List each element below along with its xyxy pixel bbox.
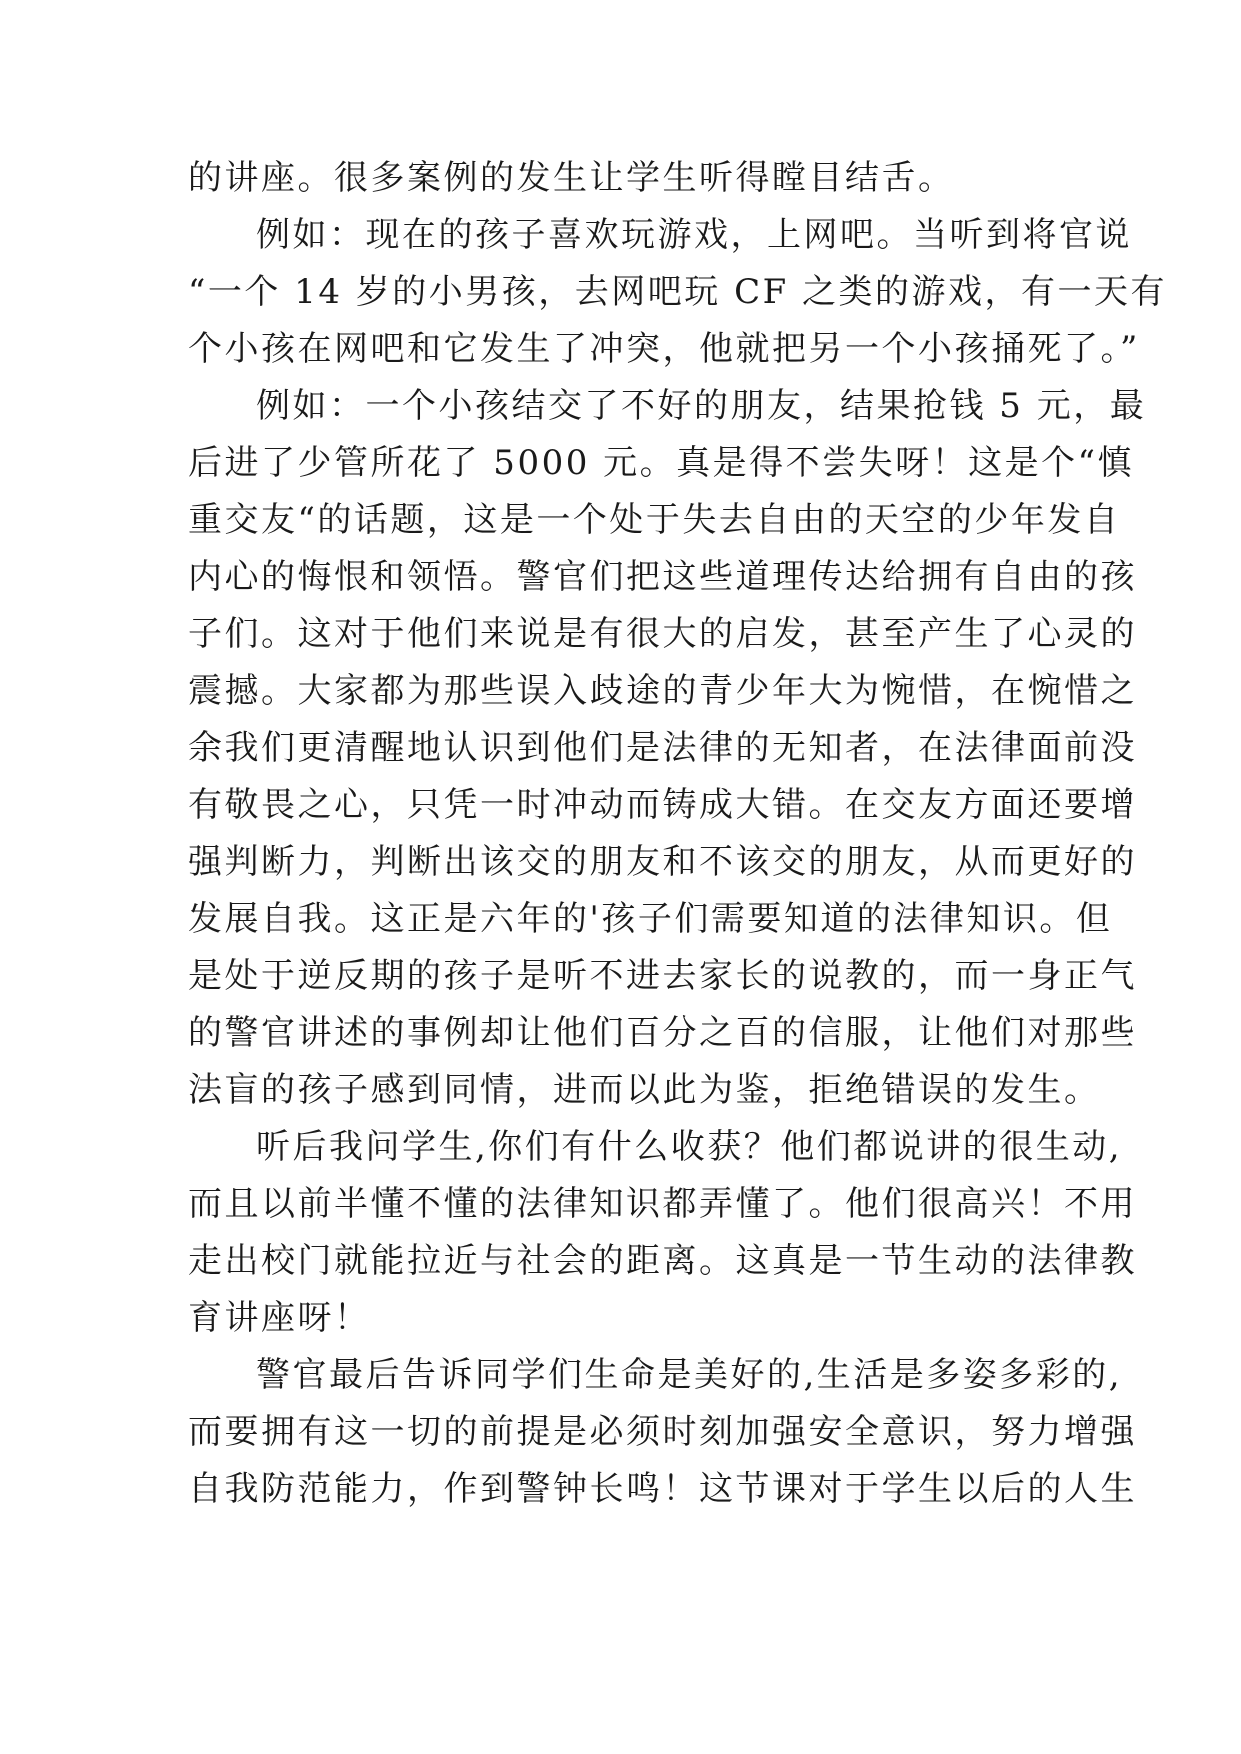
text-line: 是处于逆反期的孩子是听不进去家长的说教的，而一身正气 [188, 956, 1137, 996]
text-line: 个小孩在网吧和它发生了冲突，他就把另一个小孩捅死了。” [188, 329, 1140, 369]
text-line: 的警官讲述的事例却让他们百分之百的信服，让他们对那些 [188, 1013, 1137, 1053]
text-line: 例如：现在的孩子喜欢玩游戏，上网吧。当听到将官说 [256, 215, 1132, 255]
text-line: “一个 14 岁的小男孩，去网吧玩 CF 之类的游戏，有一天有 [188, 272, 1167, 312]
text-line: 育讲座呀！ [188, 1298, 371, 1338]
text-line: 警官最后告诉同学们生命是美好的,生活是多姿多彩的, [256, 1355, 1123, 1395]
text-line: 内心的悔恨和领悟。警官们把这些道理传达给拥有自由的孩 [188, 557, 1137, 597]
text-line: 而要拥有这一切的前提是必须时刻加强安全意识，努力增强 [188, 1412, 1137, 1452]
text-line: 后进了少管所花了 5000 元。真是得不尝失呀！这是个“慎 [188, 443, 1135, 483]
text-line: 的讲座。很多案例的发生让学生听得瞠目结舌。 [188, 158, 955, 198]
text-line: 有敬畏之心，只凭一时冲动而铸成大错。在交友方面还要增 [188, 785, 1137, 825]
text-line: 子们。这对于他们来说是有很大的启发，甚至产生了心灵的 [188, 614, 1137, 654]
text-line: 法盲的孩子感到同情，进而以此为鉴，拒绝错误的发生。 [188, 1070, 1101, 1110]
text-line: 震撼。大家都为那些误入歧途的青少年大为惋惜，在惋惜之 [188, 671, 1137, 711]
text-line: 重交友“的话题，这是一个处于失去自由的天空的少年发自 [188, 500, 1121, 540]
text-line: 强判断力，判断出该交的朋友和不该交的朋友，从而更好的 [188, 842, 1137, 882]
text-line: 听后我问学生,你们有什么收获？他们都说讲的很生动, [256, 1127, 1123, 1167]
body-text [188, 150, 1167, 1518]
text-line: 走出校门就能拉近与社会的距离。这真是一节生动的法律教 [188, 1241, 1137, 1281]
text-line: 例如：一个小孩结交了不好的朋友，结果抢钱 5 元，最 [256, 386, 1147, 426]
text-line: 自我防范能力，作到警钟长鸣！这节课对于学生以后的人生 [188, 1469, 1137, 1509]
text-line: 发展自我。这正是六年的'孩子们需要知道的法律知识。但 [188, 899, 1113, 939]
text-line: 而且以前半懂不懂的法律知识都弄懂了。他们很高兴！不用 [188, 1184, 1137, 1224]
text-line: 余我们更清醒地认识到他们是法律的无知者，在法律面前没 [188, 728, 1137, 768]
